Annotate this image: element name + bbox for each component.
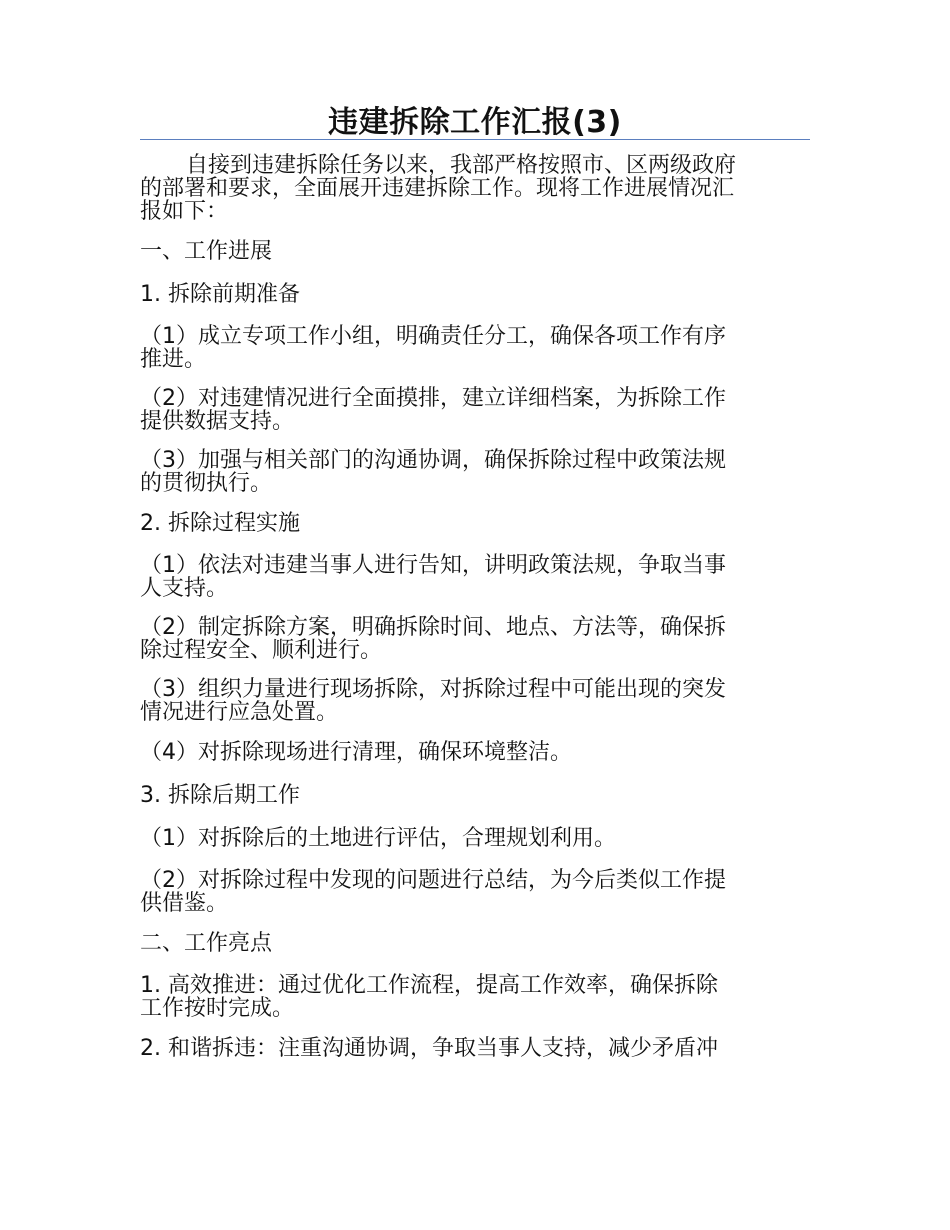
subsection-heading-preparation	[140, 282, 810, 308]
list-item	[140, 678, 810, 724]
list-item	[140, 449, 810, 495]
text-line: 工作按时完成。	[140, 996, 295, 1021]
text-line: 供借鉴。	[140, 891, 229, 916]
text-line: 除过程安全、顺利进行。	[140, 638, 383, 663]
text-line: （1）成立专项工作小组，明确责任分工，确保各项工作有序	[140, 324, 726, 349]
text-line: 的贯彻执行。	[140, 471, 273, 496]
text-line: 一、工作进展	[140, 239, 273, 264]
text-line: 情况进行应急处置。	[140, 700, 339, 725]
list-item	[140, 826, 810, 852]
list-item	[140, 325, 810, 371]
text-line: 1. 拆除前期准备	[140, 282, 300, 307]
subsection-heading-implementation	[140, 511, 810, 537]
text-line: 报如下：	[140, 199, 229, 224]
list-item	[140, 740, 810, 766]
text-line: （3）组织力量进行现场拆除，对拆除过程中可能出现的突发	[140, 677, 726, 702]
list-item	[140, 1036, 810, 1062]
list-item	[140, 974, 810, 1020]
text-line: （2）制定拆除方案，明确拆除时间、地点、方法等，确保拆	[140, 615, 726, 640]
text-line: 二、工作亮点	[140, 931, 273, 956]
text-line: （2）对违建情况进行全面摸排，建立详细档案，为拆除工作	[140, 386, 726, 411]
text-line: 3. 拆除后期工作	[140, 783, 300, 808]
text-line: 人支持。	[140, 576, 229, 601]
text-line: 的部署和要求，全面展开违建拆除工作。现将工作进展情况汇	[140, 176, 735, 201]
text-line: （2）对拆除过程中发现的问题进行总结，为今后类似工作提	[140, 868, 726, 893]
document-body	[140, 154, 810, 1079]
list-item	[140, 387, 810, 433]
text-line: （4）对拆除现场进行清理，确保环境整洁。	[140, 740, 572, 765]
text-line: 2. 拆除过程实施	[140, 511, 300, 536]
text-line: 自接到违建拆除任务以来，我部严格按照市、区两级政府	[186, 153, 737, 178]
section-heading-highlights	[140, 931, 810, 957]
section-heading-progress	[140, 239, 810, 265]
list-item	[140, 616, 810, 662]
text-line: （1）对拆除后的土地进行评估，合理规划利用。	[140, 826, 616, 851]
text-line: 2. 和谐拆违：注重沟通协调，争取当事人支持，减少矛盾冲	[140, 1036, 718, 1061]
title-underline	[140, 139, 810, 140]
text-line: （3）加强与相关部门的沟通协调，确保拆除过程中政策法规	[140, 448, 726, 473]
text-line: 提供数据支持。	[140, 409, 295, 434]
text-line: 推进。	[140, 347, 207, 372]
text-line: （1）依法对违建当事人进行告知，讲明政策法规，争取当事	[140, 553, 726, 578]
page-title: 违建拆除工作汇报(3)	[328, 105, 622, 140]
list-item	[140, 869, 810, 915]
intro-paragraph	[140, 154, 810, 223]
list-item	[140, 554, 810, 600]
text-line: 1. 高效推进：通过优化工作流程，提高工作效率，确保拆除	[140, 973, 718, 998]
subsection-heading-followup	[140, 783, 810, 809]
